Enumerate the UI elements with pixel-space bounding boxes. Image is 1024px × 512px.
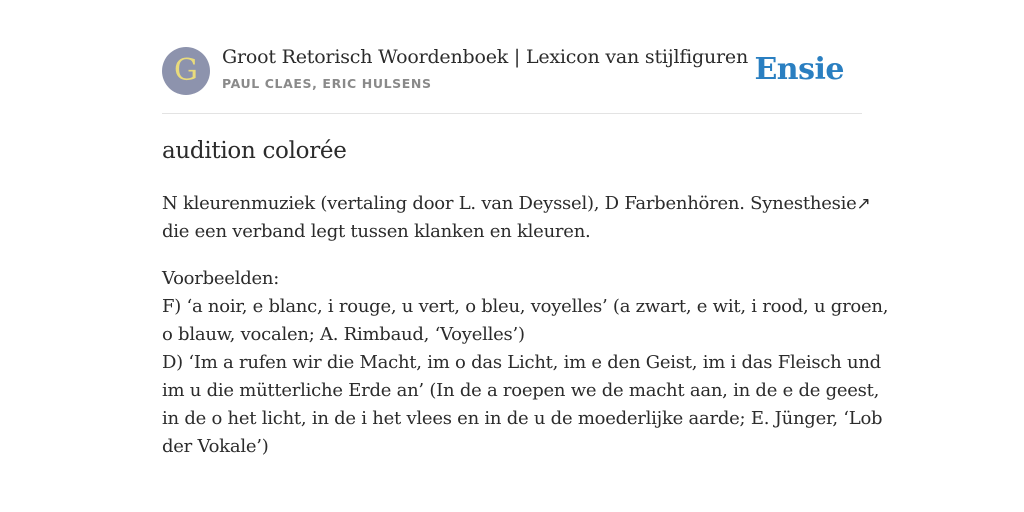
definition-line-2: die een verband legt tussen klanken en kleuren. (162, 221, 591, 242)
entry-title: audition colorée (162, 138, 347, 164)
book-title[interactable]: Groot Retorisch Woordenboek | Lexicon van stijlfiguren (222, 46, 748, 68)
example-line: im u die mütterliche Erde an’ (In de a roepen we de macht aan, in de e de geest, (162, 380, 880, 401)
definition-line-1 (162, 190, 871, 218)
examples-paragraph (162, 265, 889, 461)
book-authors: PAUL CLAES, ERIC HULSENS (222, 76, 432, 91)
example-line: D) ‘Im a rufen wir die Macht, im o das Licht, im e den Geist, im i das Fleisch und (162, 352, 881, 373)
definition-paragraph (162, 190, 871, 246)
example-line: o blauw, vocalen; A. Rimbaud, ‘Voyelles’) (162, 324, 525, 345)
ensie-logo[interactable]: Ensie (754, 52, 844, 87)
definition-text-1: N kleurenmuziek (vertaling door L. van Deyssel), D Farbenhören. Synesthesie (162, 193, 857, 214)
example-line: der Vokale’) (162, 436, 269, 457)
examples-heading: Voorbeelden: (162, 268, 280, 289)
header-divider (162, 113, 862, 114)
example-line: F) ‘a noir, e blanc, i rouge, u vert, o bleu, voyelles’ (a zwart, e wit, i rood, u groen, (162, 296, 889, 317)
external-link-icon[interactable]: ↗ (856, 194, 871, 214)
book-avatar[interactable]: G (162, 47, 210, 95)
example-line: in de o het licht, in de i het vlees en in de u de moederlijke aarde; E. Jünger, ‘Lob (162, 408, 883, 429)
entry-body (162, 190, 889, 480)
header (162, 46, 862, 96)
page (162, 0, 889, 512)
